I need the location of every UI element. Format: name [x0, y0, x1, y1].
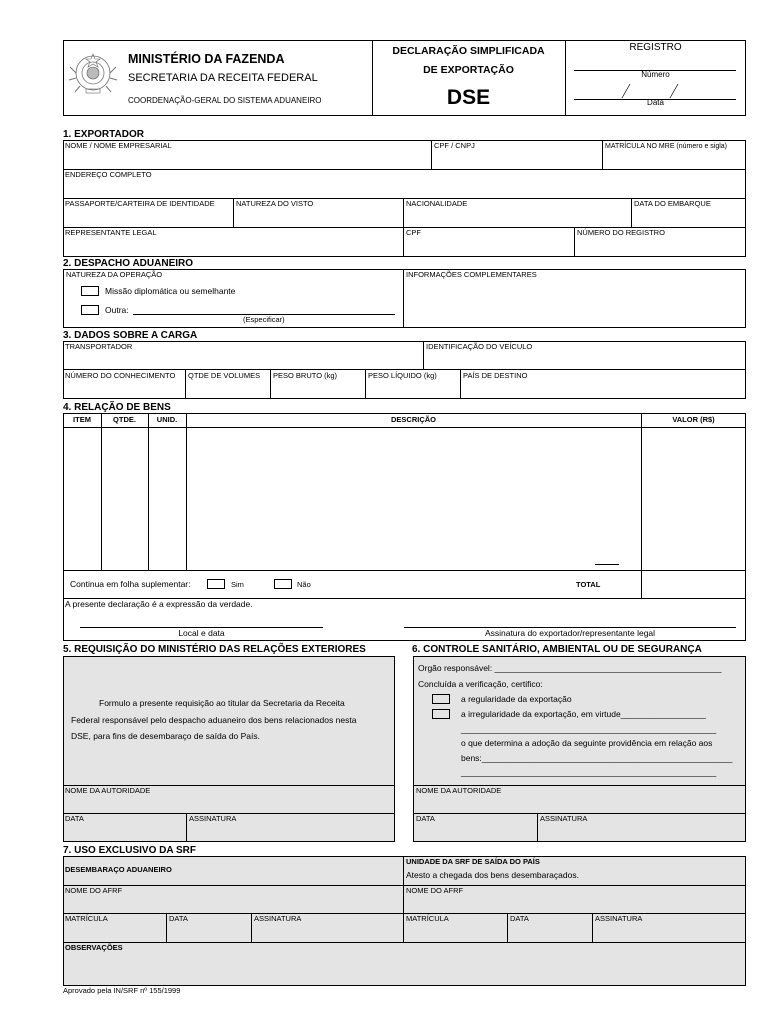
- col-divider: [631, 198, 632, 227]
- col-divider: [537, 813, 538, 842]
- s5-nome-autoridade-field[interactable]: NOME DA AUTORIDADE: [65, 786, 151, 795]
- registro-label: REGISTRO: [629, 42, 682, 53]
- natureza-operacao-label: NATUREZA DA OPERAÇÃO: [66, 270, 163, 279]
- nao-label: Não: [297, 580, 311, 589]
- row-divider: [63, 570, 746, 571]
- requisicao-line-2: Federal responsável pelo despacho aduaneiro dos bens relacionados nesta: [71, 715, 357, 725]
- missao-checkbox[interactable]: [81, 286, 99, 296]
- expressao-verdade: A presente declaração é a expressão da verdade.: [65, 599, 253, 609]
- col-divider: [403, 856, 404, 942]
- row-divider: [63, 885, 746, 886]
- form-code: DSE: [446, 86, 491, 109]
- col-divider: [101, 413, 102, 570]
- descricao-end-mark: [595, 564, 619, 565]
- coat-of-arms-icon: [66, 50, 120, 96]
- coordination-title: COORDENAÇÃO-GERAL DO SISTEMA ADUANEIRO: [128, 96, 322, 105]
- passaporte-field[interactable]: PASSAPORTE/CARTEIRA DE IDENTIDADE: [65, 199, 215, 208]
- col-valor-header: VALOR (R$): [672, 415, 715, 424]
- s6-assinatura-field[interactable]: ASSINATURA: [540, 814, 588, 823]
- col-divider: [507, 913, 508, 942]
- cpf-cnpj-field[interactable]: CPF / CNPJ: [434, 141, 475, 150]
- concluida-verificacao: Concluída a verificação, certifico:: [418, 679, 543, 689]
- natureza-visto-field[interactable]: NATUREZA DO VISTO: [236, 199, 314, 208]
- numero-conhecimento-field[interactable]: NÚMERO DO CONHECIMENTO: [65, 371, 176, 380]
- col-divider: [148, 413, 149, 570]
- row-divider: [63, 942, 746, 943]
- col-divider: [186, 813, 187, 842]
- local-data-label: Local e data: [178, 628, 225, 638]
- col-unid-header: UNID.: [156, 415, 178, 424]
- section-2-title: 2. DESPACHO ADUANEIRO: [63, 258, 194, 269]
- col-divider: [186, 413, 187, 570]
- assinatura-left-field[interactable]: ASSINATURA: [254, 914, 302, 923]
- cpf-field[interactable]: CPF: [406, 228, 421, 237]
- bens-line[interactable]: bens:_____________________________________________________: [461, 753, 733, 763]
- nacionalidade-field[interactable]: NACIONALIDADE: [406, 199, 468, 208]
- irregularidade-checkbox[interactable]: [432, 709, 450, 719]
- representante-legal-field[interactable]: REPRESENTANTE LEGAL: [65, 228, 157, 237]
- observacoes-field[interactable]: OBSERVAÇÕES: [65, 943, 123, 952]
- section-1-title: 1. EXPORTADOR: [63, 129, 144, 140]
- peso-liquido-field[interactable]: PESO LÍQUIDO (kg): [368, 371, 437, 380]
- row-divider: [63, 427, 746, 428]
- orgao-responsavel-field[interactable]: Orgão responsável: ________________________________________________: [418, 663, 722, 673]
- col-divider: [574, 227, 575, 257]
- row-divider: [63, 369, 746, 370]
- informacoes-complementares-field[interactable]: INFORMAÇÕES COMPLEMENTARES: [406, 270, 537, 279]
- secretariat-title: SECRETARIA DA RECEITA FEDERAL: [128, 72, 318, 84]
- endereco-field[interactable]: ENDEREÇO COMPLETO: [65, 170, 152, 179]
- s6-data-field[interactable]: DATA: [416, 814, 435, 823]
- regularidade-label: a regularidade da exportação: [461, 694, 572, 704]
- declaration-title: DECLARAÇÃO SIMPLIFICADA: [392, 45, 545, 57]
- section-3-box: [63, 341, 746, 399]
- unidade-srf-label: UNIDADE DA SRF DE SAÍDA DO PAÍS: [406, 857, 540, 866]
- regularidade-checkbox[interactable]: [432, 694, 450, 704]
- col-divider: [423, 341, 424, 369]
- registro-number-label: Número: [641, 70, 670, 79]
- especificar-label: (Especificar): [243, 315, 285, 324]
- nome-empresarial-field[interactable]: NOME / NOME EMPRESARIAL: [65, 141, 172, 150]
- assinatura-right-field[interactable]: ASSINATURA: [595, 914, 643, 923]
- col-divider: [185, 369, 186, 399]
- s5-data-field[interactable]: DATA: [65, 814, 84, 823]
- pais-destino-field[interactable]: PAÍS DE DESTINO: [463, 371, 528, 380]
- total-label: TOTAL: [576, 580, 601, 589]
- row-divider: [63, 169, 746, 170]
- col-divider: [403, 198, 404, 257]
- col-qtde-header: QTDE.: [113, 415, 136, 424]
- declaration-subtitle: DE EXPORTAÇÃO: [423, 64, 514, 76]
- missao-label: Missão diplomática ou semelhante: [105, 286, 236, 296]
- providencia-text: o que determina a adoção da seguinte providência em relação aos: [461, 738, 713, 748]
- desembaraco-label: DESEMBARAÇO ADUANEIRO: [65, 865, 172, 874]
- col-divider: [270, 369, 271, 399]
- col-divider: [233, 198, 234, 227]
- atesto-text: Atesto a chegada dos bens desembaraçados.: [406, 870, 579, 880]
- col-divider: [602, 140, 603, 169]
- matricula-left-field[interactable]: MATRÍCULA: [65, 914, 108, 923]
- section-2-box: [63, 269, 746, 328]
- matricula-mre-field[interactable]: MATRÍCULA NO MRE (número e sigla): [605, 143, 728, 150]
- irregularidade-continuation-line[interactable]: ______________________________________________________: [461, 724, 717, 734]
- date-slash-icon: [618, 83, 688, 99]
- col-divider: [365, 369, 366, 399]
- col-divider: [460, 369, 461, 399]
- sim-label: Sim: [231, 580, 244, 589]
- requisicao-line-1: Formulo a presente requisição ao titular da Secretaria da Receita: [99, 698, 345, 708]
- section-3-title: 3. DADOS SOBRE A CARGA: [63, 330, 198, 341]
- qtde-volumes-field[interactable]: QTDE DE VOLUMES: [188, 371, 261, 380]
- irregularidade-label[interactable]: a irregularidade da exportação, em virtude__________________: [461, 709, 706, 719]
- transportador-field[interactable]: TRANSPORTADOR: [65, 342, 133, 351]
- identificacao-veiculo-field[interactable]: IDENTIFICAÇÃO DO VEÍCULO: [426, 342, 533, 351]
- peso-bruto-field[interactable]: PESO BRUTO (kg): [273, 371, 338, 380]
- sim-checkbox[interactable]: [207, 579, 225, 589]
- col-divider: [166, 913, 167, 942]
- col-divider: [431, 140, 432, 169]
- col-divider: [403, 269, 404, 328]
- section-4-title: 4. RELAÇÃO DE BENS: [63, 402, 171, 413]
- s6-nome-autoridade-field[interactable]: NOME DA AUTORIDADE: [416, 786, 502, 795]
- assinatura-exportador-label: Assinatura do exportador/representante legal: [484, 628, 656, 638]
- continua-label: Continua em folha suplementar:: [70, 579, 191, 589]
- section-6-title: 6. CONTROLE SANITÁRIO, AMBIENTAL OU DE SEGURANÇA: [412, 644, 702, 655]
- data-right-field[interactable]: DATA: [510, 914, 529, 923]
- registro-date-label: Data: [647, 98, 664, 107]
- col-descricao-header: DESCRIÇÃO: [390, 415, 436, 424]
- outra-label: Outra:: [105, 305, 129, 315]
- outra-checkbox[interactable]: [81, 305, 99, 315]
- section-7-title: 7. USO EXCLUSIVO DA SRF: [63, 845, 196, 856]
- data-left-field[interactable]: DATA: [169, 914, 188, 923]
- nao-checkbox[interactable]: [274, 579, 292, 589]
- footer-approval: Aprovado pela IN/SRF nº 155/1999: [63, 986, 181, 995]
- requisicao-line-3: DSE, para fins de desembaraço de saída do País.: [71, 731, 261, 741]
- bens-continuation-line[interactable]: ______________________________________________________: [461, 767, 717, 777]
- data-embarque-field[interactable]: DATA DO EMBARQUE: [634, 199, 711, 208]
- nome-afrf-left-field[interactable]: NOME DO AFRF: [65, 886, 123, 895]
- col-divider: [641, 413, 642, 598]
- numero-registro-field[interactable]: NÚMERO DO REGISTRO: [577, 228, 665, 237]
- col-item-header: ITEM: [73, 415, 91, 424]
- s5-assinatura-field[interactable]: ASSINATURA: [189, 814, 237, 823]
- nome-afrf-right-field[interactable]: NOME DO AFRF: [406, 886, 464, 895]
- col-divider: [251, 913, 252, 942]
- col-divider: [592, 913, 593, 942]
- matricula-right-field[interactable]: MATRÍCULA: [406, 914, 449, 923]
- section-5-title: 5. REQUISIÇÃO DO MINISTÉRIO DAS RELAÇÕES EXTERIORES: [63, 644, 366, 655]
- ministry-title: MINISTÉRIO DA FAZENDA: [128, 52, 285, 66]
